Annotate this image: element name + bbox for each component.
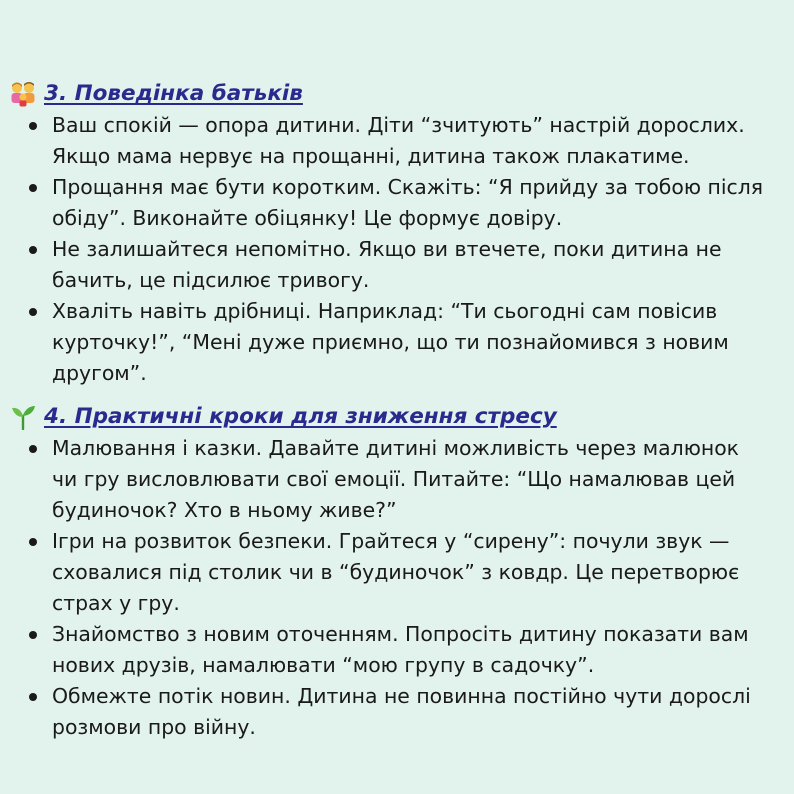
list-item	[10, 234, 770, 296]
list-item	[10, 681, 770, 743]
bullet-icon	[29, 122, 37, 130]
bullet-icon	[29, 308, 37, 316]
list-item	[10, 296, 770, 389]
section-title: 4. Практичні кроки для зниження стресу	[44, 404, 557, 429]
bullet-list	[10, 110, 770, 389]
list-item-text: Обмежте потік новин. Дитина не повинна постійно чути дорослі розмови про війну.	[52, 684, 751, 739]
list-item	[10, 110, 770, 172]
section-parent-behavior	[10, 78, 770, 389]
list-item-text: Ігри на розвиток безпеки. Грайтеся у “сирену”: почули звук — сховалися під столик чи в “будиночок” з ковдр. Це перетворює страх у гру.	[52, 529, 740, 615]
bullet-icon	[29, 631, 37, 639]
list-item-text: Знайомство з новим оточенням. Попросіть дитину показати вам нових друзів, намалювати “мою групу в садочку”.	[52, 622, 749, 677]
bullet-icon	[29, 184, 37, 192]
list-item-text: Ваш спокій — опора дитини. Діти “зчитують” настрій дорослих. Якщо мама нервує на прощанні, дитина також плакатиме.	[52, 113, 745, 168]
list-item	[10, 526, 770, 619]
bullet-icon	[29, 693, 37, 701]
bullet-list	[10, 433, 770, 743]
list-item	[10, 433, 770, 526]
bullet-icon	[29, 538, 37, 546]
list-item	[10, 619, 770, 681]
section-practical-steps	[10, 401, 770, 743]
list-item	[10, 172, 770, 234]
list-item-text: Хваліть навіть дрібниці. Наприклад: “Ти сьогодні сам повісив курточку!”, “Мені дуже приємно, що ти познайомився з новим другом”.	[52, 299, 729, 385]
section-heading	[10, 401, 770, 433]
section-title: 3. Поведінка батьків	[44, 81, 303, 106]
bullet-icon	[29, 246, 37, 254]
section-heading	[10, 78, 770, 110]
list-item-text: Малювання і казки. Давайте дитині можливість через малюнок чи гру висловлювати свої емоції. Питайте: “Що намалював цей будиночок? Хто в ньому живе?”	[52, 436, 739, 522]
list-item-text: Не залишайтеся непомітно. Якщо ви втечете, поки дитина не бачить, це підсилює тривогу.	[52, 237, 722, 292]
list-item-text: Прощання має бути коротким. Скажіть: “Я прийду за тобою після обіду”. Виконайте обіцянку! Це формує довіру.	[52, 175, 764, 230]
family-emoji-icon	[10, 81, 36, 107]
seedling-emoji-icon	[10, 404, 36, 430]
bullet-icon	[29, 445, 37, 453]
